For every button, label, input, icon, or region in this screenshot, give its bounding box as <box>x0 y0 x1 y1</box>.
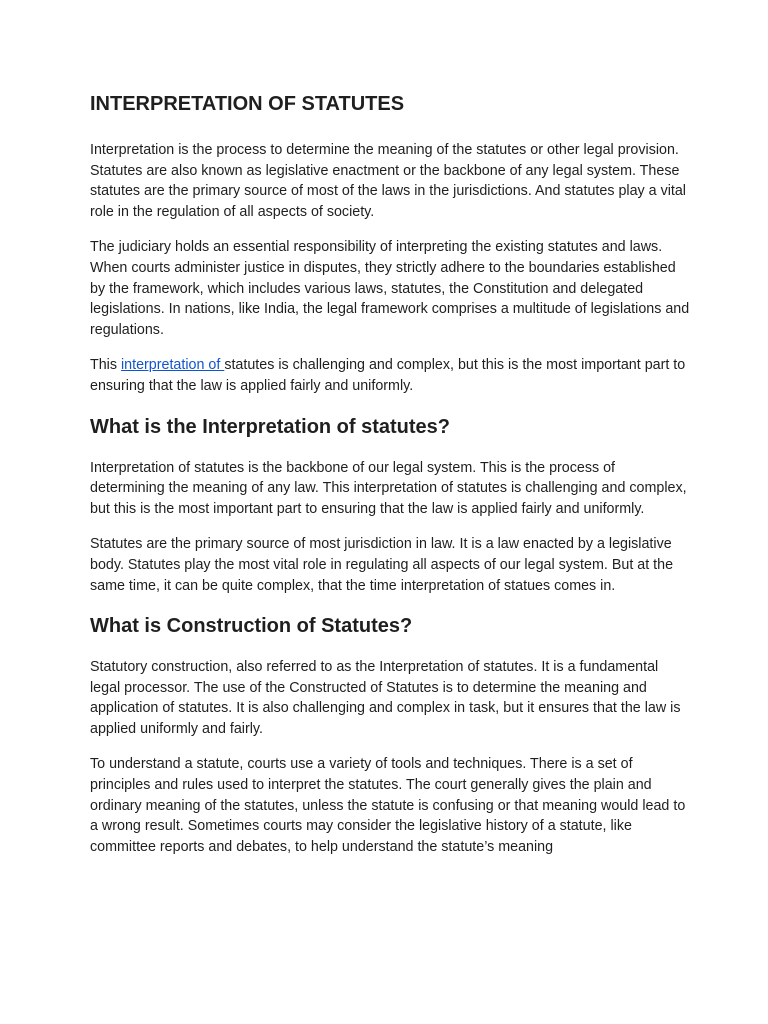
section-heading-construction: What is Construction of Statutes? <box>90 615 413 638</box>
section1-paragraph-1: Interpretation of statutes is the backbone of our legal system. This is the process of determining the meaning of any law. This interpretation of statutes is challenging and complex, but this is the most important part to ensuring that the law is applied fairly and uniformly. <box>90 459 687 517</box>
section2-paragraph-1: Statutory construction, also referred to as the Interpretation of statutes. It is a fundamental legal processor. The use of the Constructed of Statutes is to determine the meaning and application of statutes. It is also challenging and complex in task, but it ensures that the law is applied uniformly and fairly. <box>90 659 681 737</box>
document-title: INTERPRETATION OF STATUTES <box>90 93 405 115</box>
intro-paragraph-3-end: statutes is challenging and complex, but this is the most important part to ensuring that the law is applied fairly and uniformly. <box>90 357 686 394</box>
intro-paragraph-3 <box>90 355 690 396</box>
intro-paragraph-1: Interpretation is the process to determine the meaning of the statutes or other legal provision. Statutes are also known as legislative enactment or the backbone of any legal system. These statutes are the primary source of most of the laws in the jurisdictions. And statutes play a vital role in the regulation of all aspects of society. <box>90 142 686 220</box>
document-page <box>90 88 690 872</box>
section1-paragraph-2: Statutes are the primary source of most jurisdiction in law. It is a law enacted by a legislative body. Statutes play the most vital role in regulating all aspects of our legal system. But at the same time, it can be quite complex, that the time interpretation of statues comes in. <box>90 536 674 594</box>
section2-paragraph-2: To understand a statute, courts use a variety of tools and techniques. There is a set of principles and rules used to interpret the statutes. The court generally gives the plain and ordinary meaning of the statutes, unless the statute is confusing or that meaning would lead to a wrong result. Sometimes courts may consider the legislative history of a statute, like committee reports and debates, to help understand the statute’s meaning <box>90 756 686 855</box>
intro-paragraph-3-start: This <box>90 357 121 374</box>
interpretation-of-link[interactable]: interpretation of <box>120 357 225 374</box>
section-heading-interpretation: What is the Interpretation of statutes? <box>90 415 451 438</box>
intro-paragraph-2: The judiciary holds an essential responsibility of interpreting the existing statutes and laws. When courts administer justice in disputes, they strictly adhere to the boundaries established by the framework, which includes various laws, statutes, the Constitution and delegated legislations. In nations, like India, the legal framework comprises a multitude of legislations and regulations. <box>90 239 690 338</box>
